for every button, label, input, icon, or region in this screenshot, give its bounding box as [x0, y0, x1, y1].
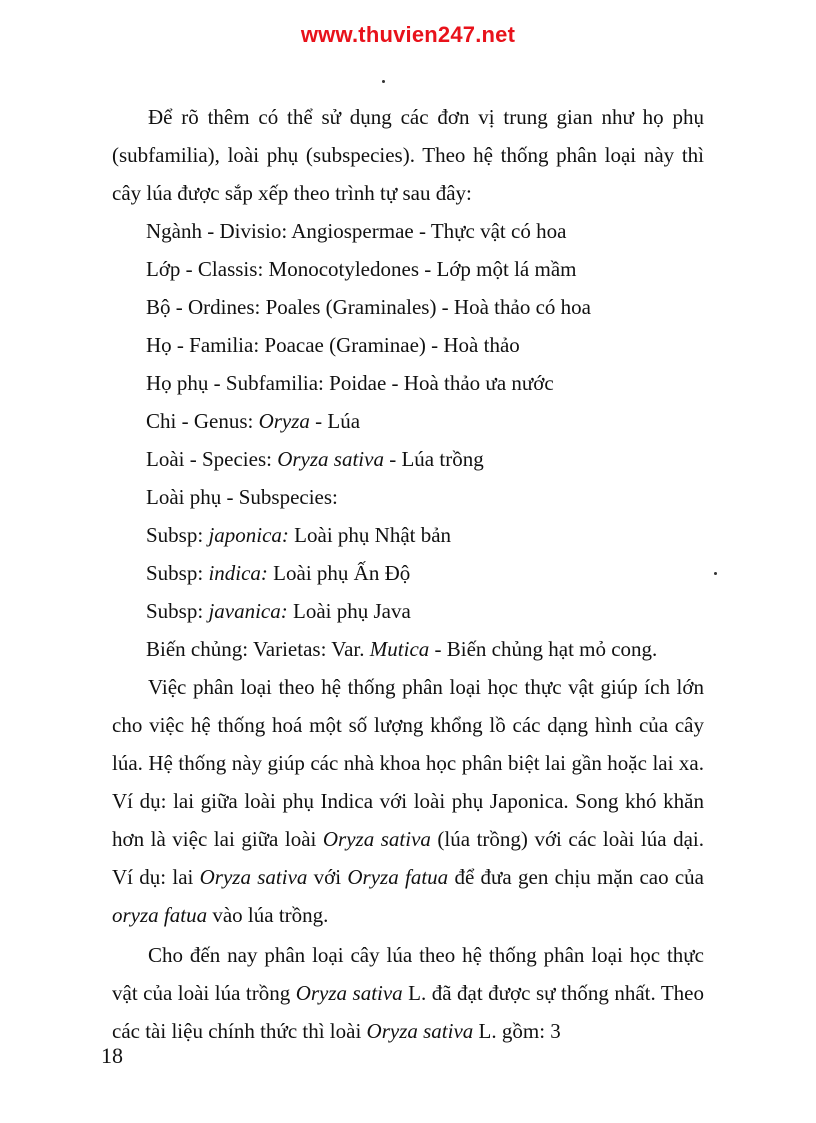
bien-chung-prefix: Biến chủng: Varietas: Var.: [146, 637, 370, 661]
japonica-suffix: Loài phụ Nhật bản: [288, 523, 452, 547]
chi-suffix: - Lúa: [309, 409, 361, 433]
p3-text-a: Cho đến nay phân loại cây lúa theo hệ thống phân loại học thực vật của loài lúa trồng: [112, 943, 704, 1005]
p2-italic-4: oryza fatua: [112, 903, 208, 927]
loai-suffix: - Lúa trồng: [383, 447, 484, 471]
watermark-url[interactable]: www.thuvien247.net: [300, 22, 516, 47]
taxonomy-bien-chung: [146, 630, 704, 668]
p2-italic-3: Oryza fatua: [347, 865, 449, 889]
paragraph-current-classification: [112, 936, 704, 1050]
paragraph-classification-benefits: [112, 668, 704, 934]
p2-text-b: (lúa trồng) với các loài lúa dại. Ví dụ: lai: [112, 827, 704, 889]
p2-italic-2: Oryza sativa: [199, 865, 308, 889]
taxonomy-ho-phu: Họ phụ - Subfamilia: Poidae - Hoà thảo ưa nước: [146, 371, 554, 395]
bien-chung-italic: Mutica: [369, 637, 430, 661]
taxonomy-ho: Họ - Familia: Poacae (Graminae) - Hoà thảo: [146, 333, 520, 357]
scan-speck: [714, 572, 717, 575]
taxonomy-javanica: [146, 592, 704, 630]
p2-text-d: để đưa gen chịu mặn cao của: [448, 865, 704, 889]
javanica-suffix: Loài phụ Java: [287, 599, 411, 623]
p3-text-c: L. gồm: 3: [473, 1019, 561, 1043]
japonica-prefix: Subsp:: [146, 523, 209, 547]
p2-text-c: với: [307, 865, 348, 889]
p2-text-a: Việc phân loại theo hệ thống phân loại học thực vật giúp ích lớn cho việc hệ thống hoá một số lượng khổng lồ các dạng hình của cây lúa. Hệ thống này giúp các nhà khoa học phân biệt lai gần hoặc lai xa. Ví dụ: lai giữa loài phụ Indica với loài phụ Japonica. Song khó khăn hơn là việc lai giữa loài: [112, 675, 704, 851]
chi-italic: Oryza: [258, 409, 310, 433]
taxonomy-loai: [146, 440, 704, 478]
loai-italic: Oryza sativa: [277, 447, 384, 471]
p2-text-e: vào lúa trồng.: [207, 903, 329, 927]
scan-speck: [382, 80, 385, 83]
indica-prefix: Subsp:: [146, 561, 209, 585]
page-number: 18: [101, 1043, 123, 1068]
p3-text-b: L. đã đạt được sự thống nhất. Theo các tài liệu chính thức thì loài: [112, 981, 704, 1043]
paragraph-intro: Để rõ thêm có thể sử dụng các đơn vị trung gian như họ phụ (subfamilia), loài phụ (subspecies). Theo hệ thống phân loại này thì cây lúa được sắp xếp theo trình tự sau đây:: [112, 105, 704, 205]
taxonomy-lop: Lớp - Classis: Monocotyledones - Lớp một lá mầm: [146, 257, 577, 281]
indica-suffix: Loài phụ Ấn Độ: [267, 561, 411, 585]
taxonomy-japonica: [146, 516, 704, 554]
taxonomy-bo: Bộ - Ordines: Poales (Graminales) - Hoà thảo có hoa: [146, 295, 591, 319]
p3-italic-2: Oryza sativa: [366, 1019, 474, 1043]
taxonomy-indica: [146, 554, 704, 592]
p3-italic-1: Oryza sativa: [295, 981, 403, 1005]
japonica-italic: japonica:: [208, 523, 289, 547]
javanica-prefix: Subsp:: [146, 599, 209, 623]
indica-italic: indica:: [208, 561, 268, 585]
p2-italic-1: Oryza sativa: [322, 827, 431, 851]
page-body: [112, 98, 704, 1050]
taxonomy-chi: [146, 402, 704, 440]
loai-prefix: Loài - Species:: [146, 447, 278, 471]
bien-chung-suffix: - Biến chủng hạt mỏ cong.: [429, 637, 658, 661]
chi-prefix: Chi - Genus:: [146, 409, 259, 433]
javanica-italic: javanica:: [208, 599, 288, 623]
taxonomy-list: [112, 212, 704, 668]
taxonomy-loai-phu: Loài phụ - Subspecies:: [146, 485, 338, 509]
taxonomy-nganh: Ngành - Divisio: Angiospermae - Thực vật có hoa: [146, 219, 567, 243]
